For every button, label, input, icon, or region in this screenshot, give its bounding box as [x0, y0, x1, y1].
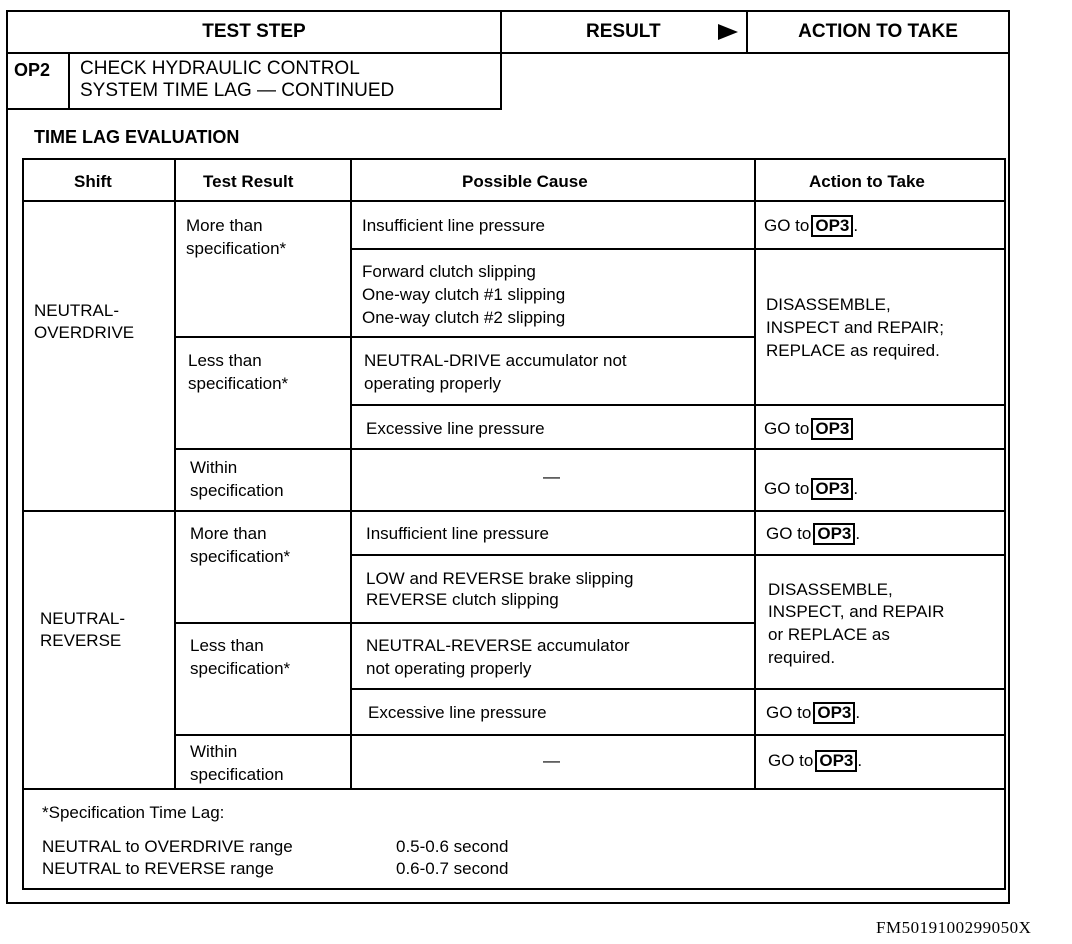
g1-within-l1: Within [190, 458, 238, 477]
goto-label: GO to [764, 479, 810, 498]
frame-right [1008, 52, 1010, 904]
g2-cause4: Excessive line pressure [368, 703, 547, 722]
g1-result-line-2 [174, 448, 1006, 450]
vline-result [350, 158, 352, 790]
hline-note-top [22, 788, 1006, 790]
g2-result-line-1 [174, 622, 756, 624]
g1-result-line-1 [174, 336, 756, 338]
g2-action1: GO to OP3 . [766, 524, 861, 543]
g2-disassemble-l3: or REPLACE as [768, 625, 890, 644]
g2-action5: GO to OP3 . [768, 751, 863, 770]
g1-action5: GO to OP3 . [764, 479, 859, 498]
arrow-right-icon [718, 24, 738, 40]
g1-disassemble-l3: REPLACE as required. [766, 341, 940, 360]
g1-less-l2: specification* [188, 374, 289, 393]
g2-less-l2: specification* [190, 659, 291, 678]
goto-label: GO to [766, 703, 812, 722]
note-title: *Specification Time Lag: [42, 803, 225, 822]
hline-group-divider [22, 510, 1006, 512]
frame-left [6, 52, 8, 904]
g2-cause3-l2: not operating properly [366, 659, 532, 678]
g2-within-l2: specification [190, 765, 284, 784]
g1-cause2-l1: Forward clutch slipping [362, 262, 536, 281]
hline-header-bottom [22, 200, 1006, 202]
goto-label: GO to [764, 216, 810, 235]
g2-within-l1: Within [190, 742, 238, 761]
g1-cause2-l2: One-way clutch #1 slipping [362, 285, 566, 304]
g1-action4 [764, 418, 853, 440]
figure-code: FM5019100299050X [876, 918, 1032, 937]
op3-reference[interactable]: OP3 [811, 215, 853, 237]
header-test-step: TEST STEP [6, 10, 502, 54]
g1-cause3-l2: operating properly [364, 374, 502, 393]
g2-shift-line1: NEUTRAL- [40, 609, 126, 628]
g1-disassemble-l1: DISASSEMBLE, [766, 295, 891, 314]
note-row1-label: NEUTRAL to OVERDRIVE range [42, 837, 293, 856]
g2-shift-line2: REVERSE [40, 631, 122, 650]
g1-action1: GO to OP3 . [764, 216, 859, 235]
g1-less-l1: Less than [188, 351, 262, 370]
note-row2-value: 0.6-0.7 second [396, 859, 509, 878]
g2-less-l1: Less than [190, 636, 264, 655]
col-test-result: Test Result [203, 172, 294, 191]
g1-cause5: — [543, 467, 560, 486]
op3-reference[interactable]: OP3 [811, 418, 853, 440]
op-title-line1: CHECK HYDRAULIC CONTROL [80, 58, 360, 79]
g1-cause-line-3 [350, 404, 1006, 406]
note-row2-label: NEUTRAL to REVERSE range [42, 859, 274, 878]
g2-result-line-2 [174, 734, 1006, 736]
g1-cause-line-1 [350, 248, 1006, 250]
col-action: Action to Take [809, 172, 925, 191]
section-title: TIME LAG EVALUATION [34, 127, 240, 147]
op-divider [68, 52, 70, 110]
g1-cause2-l3: One-way clutch #2 slipping [362, 308, 566, 327]
g1-more-l2: specification* [186, 239, 287, 258]
g1-shift-line2: OVERDRIVE [34, 323, 135, 342]
col-shift: Shift [74, 172, 112, 191]
op3-reference[interactable]: OP3 [815, 750, 857, 772]
g1-disassemble-l2: INSPECT and REPAIR; [766, 318, 944, 337]
g2-cause-line-1 [350, 554, 1006, 556]
op3-reference[interactable]: OP3 [813, 523, 855, 545]
g1-cause3-l1: NEUTRAL-DRIVE accumulator not [364, 351, 627, 370]
g2-cause-line-3 [350, 688, 1006, 690]
op3-reference[interactable]: OP3 [811, 478, 853, 500]
goto-label: GO to [766, 524, 812, 543]
g2-cause2-l2: REVERSE clutch slipping [366, 590, 559, 609]
op-title-line2: SYSTEM TIME LAG — CONTINUED [80, 80, 395, 101]
g2-disassemble-l2: INSPECT, and REPAIR [768, 602, 945, 621]
g1-more-l1: More than [186, 216, 263, 235]
g1-cause4: Excessive line pressure [366, 419, 545, 438]
g2-cause5: — [543, 751, 560, 770]
g2-action4: GO to OP3 . [766, 703, 861, 722]
header-result [500, 10, 748, 54]
g2-disassemble-l1: DISASSEMBLE, [768, 580, 893, 599]
goto-label: GO to [764, 419, 810, 438]
op-code: OP2 [14, 60, 51, 80]
g2-cause1: Insufficient line pressure [366, 524, 550, 543]
result-label: RESULT [586, 21, 661, 42]
vline-cause [754, 158, 756, 790]
g2-cause2-l1: LOW and REVERSE brake slipping [366, 569, 634, 588]
g1-within-l2: specification [190, 481, 284, 500]
g2-cause3-l1: NEUTRAL-REVERSE accumulator [366, 636, 630, 655]
vline-shift [174, 158, 176, 790]
op3-reference[interactable]: OP3 [813, 702, 855, 724]
header-action: ACTION TO TAKE [746, 10, 1010, 54]
goto-label: GO to [768, 751, 814, 770]
g1-cause1: Insufficient line pressure [362, 216, 546, 235]
note-row1-value: 0.5-0.6 second [396, 837, 509, 856]
g1-shift-line1: NEUTRAL- [34, 301, 120, 320]
frame-bottom [6, 902, 1010, 904]
g2-more-l1: More than [190, 524, 267, 543]
g2-more-l2: specification* [190, 547, 291, 566]
g2-disassemble-l4: required. [768, 648, 836, 667]
col-possible-cause: Possible Cause [462, 172, 588, 191]
